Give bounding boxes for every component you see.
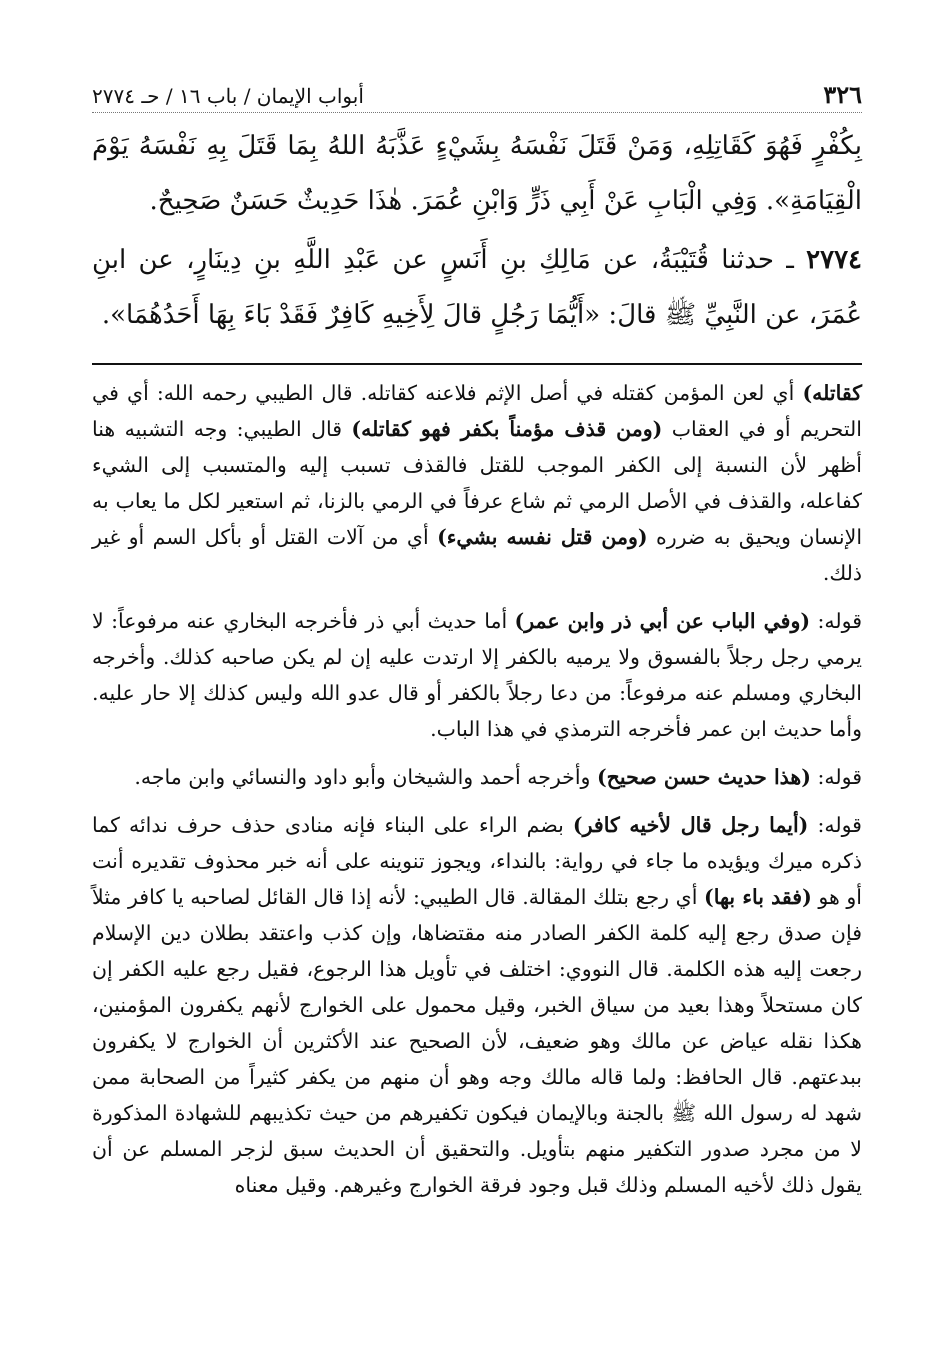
commentary-text: أي من آلات القتل أو بأكل السم أو غير ذلك. xyxy=(92,525,862,585)
commentary-text: بضم الراء على البناء فإنه منادى حذف حرف ندائه كما ذكره ميرك ويؤيده ما جاء في رواية: بالنداء، ويجوز تنوينه على أنه خبر محذوف تقديره أنت أو هو xyxy=(92,813,862,909)
commentary-paragraph-3 xyxy=(92,759,862,795)
book-page xyxy=(92,78,862,1215)
commentary-term: (ومن قتل نفسه بشيء) xyxy=(437,525,648,549)
hadith-text xyxy=(92,119,862,343)
commentary-text: قوله: xyxy=(810,765,862,789)
commentary-text: قوله: xyxy=(810,609,862,633)
commentary-term: (فقد باء بها) xyxy=(704,885,812,909)
commentary-text: قال الطيبي: وجه التشبيه هنا أظهر لأن النسبة إلى الكفر الموجب للقتل فالقذف تسبب إليه والمتسبب إلى الشيء كفاعله، والقذف في الأصل الرمي ثم شاع عرفاً في الرمي بالزنا، ثم استعير لكل ما يعاب به الإنسان ويحيق به ضرره xyxy=(92,417,863,549)
commentary-text: أي رجع بتلك المقالة. قال الطيبي: لأنه إذا قال القائل لصاحبه يا كافر مثلاً فإن صدق رجع إليه كلمة الكفر الصادر منه مقتضاها، وإن كذب واعتقد بطلان دين الإسلام رجعت إليه هذه الكلمة. قال النووي: اختلف في تأويل هذا الرجوع، فقيل رجع عليه الكفر إن كان مستحلاً وهذا بعيد من سياق الخبر، وقيل محمول على الخوارج لأنهم يكفرون المؤمنين، هكذا نقله عياض عن مالك وهو ضعيف، لأن الصحيح عند الأكثرين أن الخوارج لا يكفرون ببدعتهم. قال الحافظ: ولما قاله مالك وجه وهو أن منهم من يكفر كثيراً من الصحابة ممن شهد له رسول الله ﷺ بالجنة وبالإيمان فيكون تكفيرهم من حيث تكذيبهم للشهادة المذكورة لا من مجرد صدور التكفير منهم بتأويل. والتحقيق أن الحديث سبق لزجر المسلم عن أن يقول ذلك لأخيه المسلم وذلك قبل وجود فرقة الخوارج وغيرهم. وقيل معناه xyxy=(92,885,862,1197)
commentary-text: أما حديث أبي ذر فأخرجه البخاري عنه مرفوعاً: لا يرمي رجل رجلاً بالفسوق ولا يرميه بالكفر إلا ارتدت عليه إن لم يكن صاحبه كذلك. وأخرجه البخاري ومسلم عنه مرفوعاً: من دعا رجلاً بالكفر أو قال عدو الله وليس كذلك إلا حار عليه. وأما حديث ابن عمر فأخرجه الترمذي في هذا الباب. xyxy=(92,609,862,741)
hadith-body: ـ حدثنا قُتَيْبَةُ، عن مَالِكِ بنِ أَنَسٍ عن عَبْدِ اللَّهِ بنِ دِينَارٍ، عن ابنِ عُمَرَ، عن النَّبِيِّ ﷺ قالَ: «أَيُّمَا رَجُلٍ قالَ لِأَخِيهِ كَافِرٌ فَقَدْ بَاءَ بِهَا أَحَدُهُمَا». xyxy=(92,245,862,330)
commentary-paragraph-1 xyxy=(92,375,862,591)
commentary-paragraph-4 xyxy=(92,807,862,1203)
hadith-paragraph-1: بِكُفْرٍ فَهُوَ كَقَاتِلِهِ، وَمَنْ قَتَلَ نَفْسَهُ بِشَيْءٍ عَذَّبَهُ اللهُ بِمَا قَتَلَ بِهِ نَفْسَهُ يَوْمَ الْقِيَامَةِ». وَفِي الْبَابِ عَنْ أَبِي ذَرٍّ وَابْنِ عُمَرَ. هٰذَا حَدِيثٌ حَسَنٌ صَحِيحٌ. xyxy=(92,131,862,216)
commentary-term: كقاتله) xyxy=(802,381,862,405)
commentary-term: (ومن قذف مؤمناً بكفر فهو كقاتله) xyxy=(351,417,663,441)
commentary-text: وأخرجه أحمد والشيخان وأبو داود والنسائي وابن ماجه. xyxy=(134,765,597,789)
commentary-text: أي لعن المؤمن كقتله في أصل الإثم فلاعنه كقاتله. قال الطيبي رحمه الله: أي في التحريم أو في العقاب xyxy=(92,381,862,441)
commentary xyxy=(92,375,862,1203)
page-number: ٣٢٦ xyxy=(823,80,862,109)
commentary-text: قوله: xyxy=(808,813,862,837)
running-header xyxy=(92,78,862,113)
hadith-paragraph-2 xyxy=(92,233,862,343)
commentary-term: (هذا حديث حسن صحيح) xyxy=(596,765,811,789)
commentary-paragraph-2 xyxy=(92,603,862,747)
commentary-term: (وفي الباب عن أبي ذر وابن عمر) xyxy=(514,609,811,633)
commentary-term: (أيما رجل قال لأخيه كافر) xyxy=(572,813,809,837)
hadith-number: ٢٧٧٤ xyxy=(806,245,862,275)
running-title: أبواب الإيمان / باب ١٦ / حـ ٢٧٧٤ xyxy=(92,84,364,108)
section-divider xyxy=(92,363,862,365)
